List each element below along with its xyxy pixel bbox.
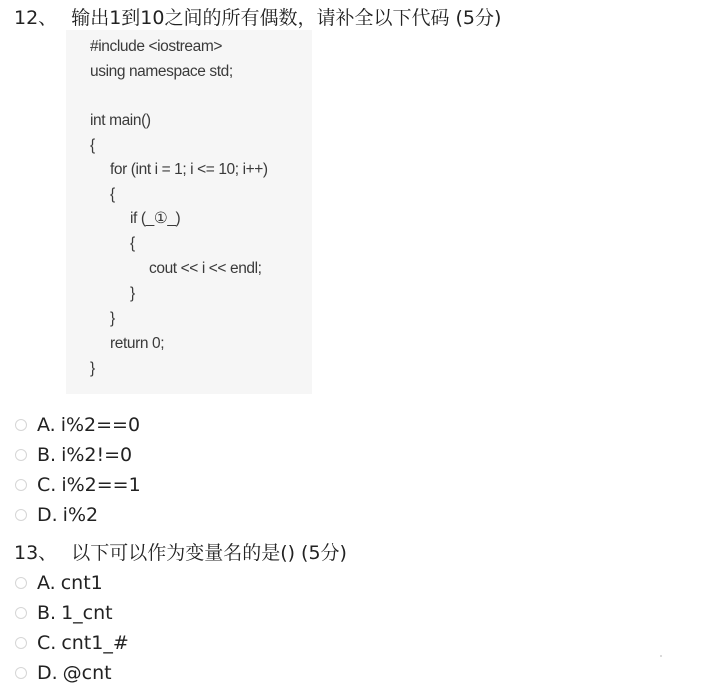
code-line: #include <iostream> <box>90 38 222 55</box>
radio-button[interactable] <box>15 637 27 649</box>
code-line: } <box>110 310 115 327</box>
option-text: i%2 <box>62 504 99 526</box>
radio-button[interactable] <box>15 509 27 521</box>
code-line: if (_①_) <box>130 210 181 227</box>
option-letter: D. <box>37 504 58 526</box>
q13-option-d[interactable] <box>14 661 112 685</box>
option-text: i%2==0 <box>60 414 141 436</box>
radio-button[interactable] <box>15 667 27 679</box>
option-letter: A. <box>37 572 56 594</box>
code-line: { <box>130 235 135 252</box>
radio-button[interactable] <box>15 577 27 589</box>
option-text: i%2==1 <box>61 474 141 496</box>
radio-button[interactable] <box>15 479 27 491</box>
radio-button[interactable] <box>15 607 27 619</box>
option-text: cnt1_# <box>61 632 129 654</box>
question-text: 以下可以作为变量名的是() (5分) <box>71 542 347 564</box>
q13-option-a[interactable] <box>14 571 103 595</box>
option-letter: A. <box>37 414 56 436</box>
option-letter: D. <box>37 662 58 684</box>
q12-option-a[interactable] <box>14 413 140 437</box>
option-text: cnt1 <box>60 572 103 594</box>
q12-option-c[interactable] <box>14 473 141 497</box>
option-text: @cnt <box>62 662 112 684</box>
code-line: cout << i << endl; <box>149 260 262 277</box>
code-line: int main() <box>90 112 151 129</box>
option-letter: C. <box>37 632 57 654</box>
decorative-dot <box>660 655 662 657</box>
question-13-title <box>14 541 347 565</box>
option-letter: B. <box>37 444 57 466</box>
q12-option-b[interactable] <box>14 443 132 467</box>
code-line: for (int i = 1; i <= 10; i++) <box>110 161 268 178</box>
q12-option-d[interactable] <box>14 503 98 527</box>
code-line: } <box>90 360 95 377</box>
radio-button[interactable] <box>15 449 27 461</box>
question-number: 12、 <box>14 7 58 29</box>
code-line: return 0; <box>110 335 165 352</box>
option-letter: B. <box>37 602 57 624</box>
option-text: i%2!=0 <box>61 444 133 466</box>
question-text: 输出1到10之间的所有偶数，请补全以下代码 (5分) <box>71 7 502 29</box>
radio-button[interactable] <box>15 419 27 431</box>
code-line: { <box>90 137 95 154</box>
question-number: 13、 <box>14 542 58 564</box>
code-line: using namespace std; <box>90 63 233 80</box>
question-12-title <box>14 6 501 30</box>
option-letter: C. <box>37 474 57 496</box>
code-line: } <box>130 285 135 302</box>
q13-option-c[interactable] <box>14 631 129 655</box>
code-snippet-image <box>66 30 312 394</box>
q13-option-b[interactable] <box>14 601 113 625</box>
code-line: { <box>110 186 115 203</box>
option-text: 1_cnt <box>61 602 113 624</box>
